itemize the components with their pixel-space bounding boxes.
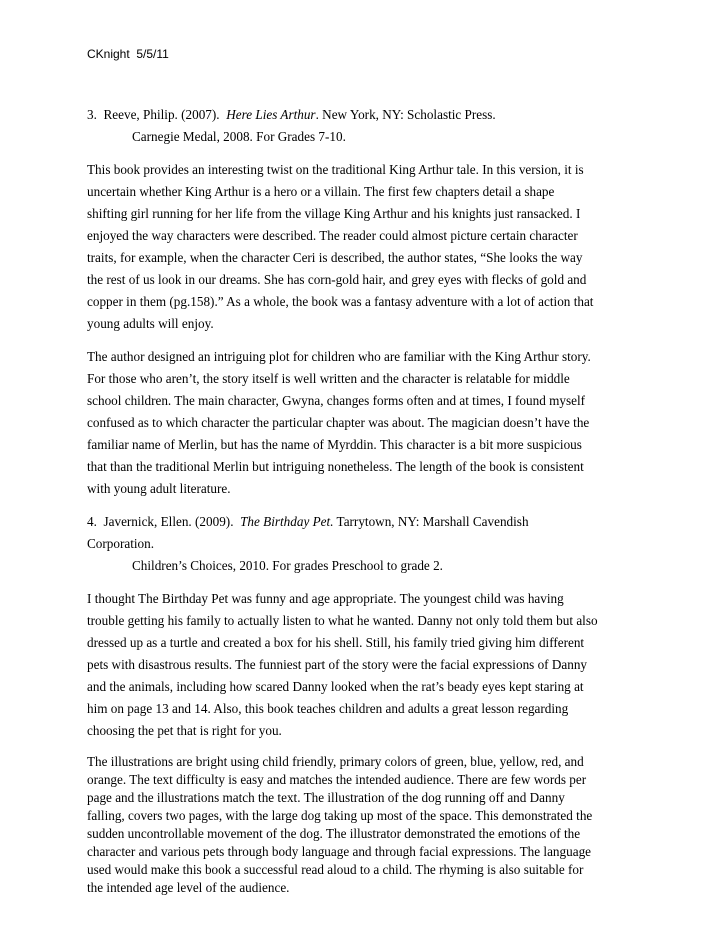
text-line: choosing the pet that is right for you.: [87, 723, 282, 738]
citation-publisher: . New York, NY: Scholastic Press.: [315, 107, 496, 122]
entry-4-paragraph-2: [87, 753, 647, 897]
text-line: pets with disastrous results. The funniest part of the story were the facial expressions of Danny: [87, 657, 588, 672]
text-line: young adults will enjoy.: [87, 316, 214, 331]
text-line: The illustrations are bright using child friendly, primary colors of green, blue, yellow, red, and: [87, 754, 584, 769]
entry-number: 4.: [87, 514, 97, 529]
text-line: uncertain whether King Arthur is a hero or a villain. The first few chapters detail a shape: [87, 184, 555, 199]
text-line: school children. The main character, Gwyna, changes forms often and at times, I found myself: [87, 393, 585, 408]
text-line: The author designed an intriguing plot for children who are familiar with the King Arthur story.: [87, 349, 591, 364]
text-line: with young adult literature.: [87, 481, 231, 496]
text-line: sudden uncontrollable movement of the dog. The illustrator demonstrated the emotions of the: [87, 826, 581, 841]
text-line: traits, for example, when the character Ceri is described, the author states, “She looks the way: [87, 250, 583, 265]
text-line: used would make this book a successful read aloud to a child. The rhyming is also suitable for: [87, 862, 584, 877]
text-line: confused as to which character the particular chapter was about. The magician doesn’t have the: [87, 415, 590, 430]
text-line: familiar name of Merlin, but has the name of Myrddin. This character is a bit more suspicious: [87, 437, 582, 452]
entry-4-citation-cont: Corporation.: [87, 536, 155, 551]
citation-author-year: Reeve, Philip. (2007).: [103, 107, 220, 122]
text-line: the rest of us look in our dreams. She has corn-gold hair, and grey eyes with flecks of gold and: [87, 272, 587, 287]
page-header: CKnight 5/5/11: [87, 47, 169, 61]
entry-number: 3.: [87, 107, 97, 122]
text-line: copper in them (pg.158).” As a whole, the book was a fantasy adventure with a lot of action that: [87, 294, 594, 309]
entry-3-paragraph-2: [87, 346, 647, 500]
entry-4-award: Children’s Choices, 2010. For grades Preschool to grade 2.: [132, 558, 443, 573]
text-line: and the animals, including how scared Danny looked when the rat’s beady eyes kept staring at: [87, 679, 584, 694]
text-line: trouble getting his family to actually listen to what he wanted. Danny not only told them but also: [87, 613, 598, 628]
entry-3-citation: [87, 104, 647, 126]
text-line: character and various pets through body language and through facial expressions. The language: [87, 844, 592, 859]
entry-4-citation: [87, 511, 647, 533]
text-line: This book provides an interesting twist on the traditional King Arthur tale. In this version, it is: [87, 162, 584, 177]
text-line: shifting girl running for her life from the village King Arthur and his knights just ransacked. I: [87, 206, 581, 221]
text-line: enjoyed the way characters were described. The reader could almost picture certain character: [87, 228, 578, 243]
text-line: page and the illustrations match the text. The illustration of the dog running off and Danny: [87, 790, 565, 805]
book-title: The Birthday Pet.: [240, 514, 334, 529]
text-line: For those who aren’t, the story itself is well written and the character is relatable for middle: [87, 371, 570, 386]
text-line: the intended age level of the audience.: [87, 880, 290, 895]
text-line: dressed up as a turtle and created a box for his shell. Still, his family tried giving him different: [87, 635, 585, 650]
text-line: I thought The Birthday Pet was funny and age appropriate. The youngest child was having: [87, 591, 564, 606]
entry-3-award: Carnegie Medal, 2008. For Grades 7-10.: [132, 129, 346, 144]
entry-4-paragraph-1: [87, 588, 647, 742]
document-body: [87, 104, 647, 897]
citation-publisher: Tarrytown, NY: Marshall Cavendish: [333, 514, 529, 529]
text-line: him on page 13 and 14. Also, this book teaches children and adults a great lesson regarding: [87, 701, 569, 716]
text-line: that than the traditional Merlin but intriguing nonetheless. The length of the book is consistent: [87, 459, 584, 474]
entry-3-paragraph-1: [87, 159, 647, 335]
citation-author-year: Javernick, Ellen. (2009).: [103, 514, 234, 529]
text-line: falling, covers two pages, with the large dog taking up most of the space. This demonstrated the: [87, 808, 593, 823]
book-title: Here Lies Arthur: [226, 107, 316, 122]
text-line: orange. The text difficulty is easy and matches the intended audience. There are few words per: [87, 772, 587, 787]
